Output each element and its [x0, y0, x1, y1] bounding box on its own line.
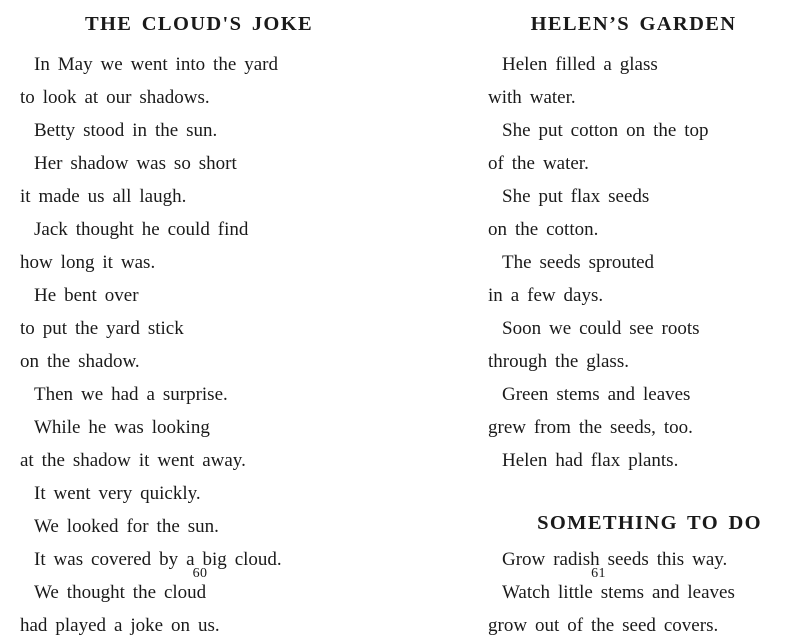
section-spacer	[488, 477, 797, 513]
right-page-body	[488, 48, 797, 477]
text-line: on the shadow.	[20, 350, 140, 372]
text-line: it made us all laugh.	[20, 185, 187, 207]
text-line: Jack thought he could find	[34, 218, 249, 240]
right-page	[400, 0, 797, 636]
right-page-title: HELEN’S GARDEN	[530, 13, 737, 35]
text-line: Then we had a surprise.	[34, 383, 228, 405]
text-line: Grow radish seeds this way.	[502, 549, 728, 570]
something-to-do-title: SOMETHING TO DO	[537, 511, 762, 534]
text-line: grew from the seeds, too.	[488, 416, 693, 438]
text-line: in a few days.	[488, 284, 604, 306]
text-line: Betty stood in the sun.	[34, 119, 218, 141]
text-line: In May we went into the yard	[34, 53, 278, 75]
text-line: Helen filled a glass	[502, 53, 658, 75]
text-line: He bent over	[34, 284, 139, 306]
text-line: through the glass.	[488, 350, 629, 372]
text-line: It went very quickly.	[34, 482, 201, 504]
right-page-number: 61	[591, 566, 606, 581]
text-line: had played a joke on us.	[20, 614, 220, 636]
text-line: While he was looking	[34, 416, 210, 438]
left-page-title: THE CLOUD'S JOKE	[84, 13, 314, 35]
left-page-number: 60	[192, 566, 208, 581]
text-line: grow out of the seed covers.	[488, 615, 719, 636]
left-page-body	[20, 48, 400, 642]
text-line: how long it was.	[20, 251, 156, 273]
text-line: Soon we could see roots	[502, 317, 700, 339]
left-page	[0, 0, 400, 636]
text-line: Green stems and leaves	[502, 383, 691, 405]
text-line: of the water.	[488, 152, 589, 174]
text-line: We thought the cloud	[34, 581, 207, 603]
text-line: with water.	[488, 86, 576, 108]
text-line: on the cotton.	[488, 218, 599, 240]
something-to-do-body	[488, 543, 797, 642]
text-line: Watch little stems and leaves	[502, 582, 735, 603]
text-line: She put flax seeds	[502, 185, 650, 207]
text-line: She put cotton on the top	[502, 119, 709, 141]
text-line: It was covered by a big cloud.	[34, 548, 282, 570]
text-line: Her shadow was so short	[34, 152, 237, 174]
text-line: Helen had flax plants.	[502, 449, 679, 471]
text-line: to put the yard stick	[20, 317, 184, 339]
text-line: The seeds sprouted	[502, 251, 655, 273]
text-line: to look at our shadows.	[20, 86, 210, 108]
text-line: We looked for the sun.	[34, 515, 219, 537]
text-line: at the shadow it went away.	[20, 449, 246, 471]
